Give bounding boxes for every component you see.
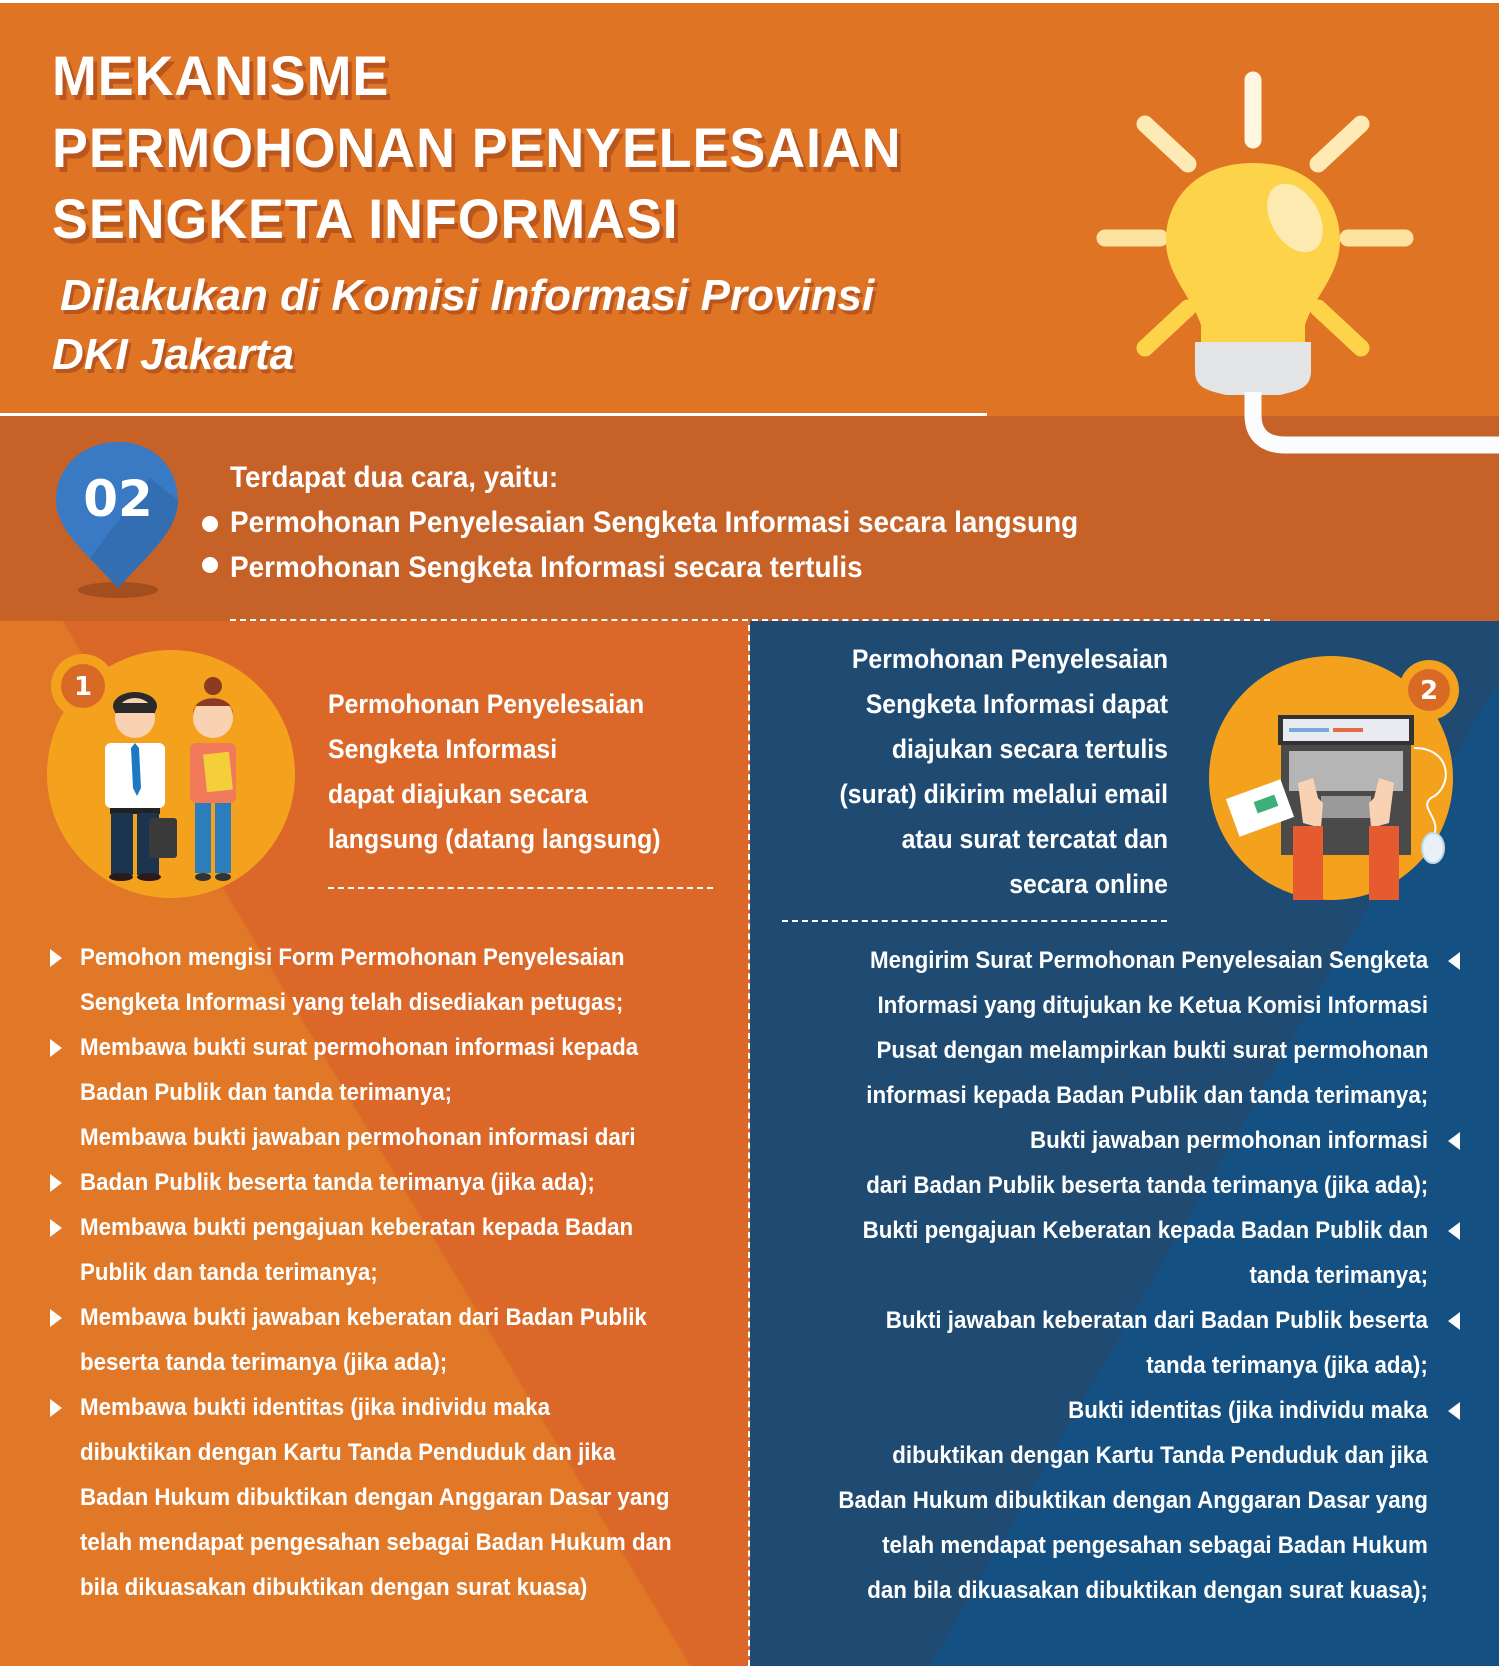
intro-lead: Terdapat dua cara, yaitu: xyxy=(230,461,559,494)
written-method-description xyxy=(760,637,1168,907)
intro-text xyxy=(230,455,1142,590)
written-requirements-list xyxy=(760,938,1460,1613)
list-item-text: beserta tanda terimanya (jika ada); xyxy=(80,1349,448,1376)
list-item xyxy=(50,980,740,1025)
triangle-left-icon xyxy=(1448,1222,1460,1240)
list-item xyxy=(50,1295,740,1340)
list-item-text: Mengirim Surat Permohonan Penyelesaian Sengketa xyxy=(869,947,1428,974)
list-item xyxy=(50,1520,740,1565)
list-item xyxy=(50,1205,740,1250)
intro-line: (surat) dikirim melalui email xyxy=(839,779,1168,809)
bullet-dot xyxy=(202,516,218,532)
intro-option-1: Permohonan Penyelesaian Sengketa Informasi secara langsung xyxy=(230,506,1079,539)
triangle-left-icon xyxy=(1448,1402,1460,1420)
triangle-right-icon xyxy=(50,1219,62,1237)
intro-line: langsung (datang langsung) xyxy=(328,824,661,854)
intro-line: Permohonan Penyelesaian xyxy=(328,689,645,719)
list-item-text: Bukti pengajuan Keberatan kepada Badan Publik dan xyxy=(862,1217,1428,1244)
laptop-icon xyxy=(1203,648,1463,900)
list-item xyxy=(760,1568,1460,1613)
list-item-text: Membawa bukti jawaban keberatan dari Badan Publik xyxy=(80,1304,647,1331)
list-item-text: telah mendapat pengesahan sebagai Badan Hukum xyxy=(882,1532,1428,1559)
list-item xyxy=(760,1073,1460,1118)
list-item xyxy=(760,1163,1460,1208)
list-item-text: Bukti identitas (jika individu maka xyxy=(1068,1397,1428,1424)
dashed-divider xyxy=(230,619,1270,621)
list-item xyxy=(50,1565,740,1610)
intro-line: diajukan secara tertulis xyxy=(891,734,1168,764)
list-item-text: Informasi yang ditujukan ke Ketua Komisi Informasi xyxy=(877,992,1428,1019)
list-item xyxy=(760,1208,1460,1253)
intro-option-2: Permohonan Sengketa Informasi secara tertulis xyxy=(230,551,863,584)
triangle-right-icon xyxy=(50,1174,62,1192)
triangle-left-icon xyxy=(1448,1132,1460,1150)
lightbulb-icon xyxy=(1080,70,1499,470)
list-item xyxy=(760,1253,1460,1298)
list-item-text: Publik dan tanda terimanya; xyxy=(80,1259,378,1286)
title-line-2: PERMOHONAN PENYELESAIAN xyxy=(52,116,902,179)
list-item xyxy=(760,1433,1460,1478)
list-item xyxy=(50,1430,740,1475)
triangle-right-icon xyxy=(50,1039,62,1057)
bullet-dot xyxy=(202,557,218,573)
list-item-text: bila dikuasakan dibuktikan dengan surat kuasa) xyxy=(80,1574,588,1601)
list-item-text: tanda terimanya; xyxy=(1249,1262,1428,1289)
list-item-text: dari Badan Publik beserta tanda terimanya (jika ada); xyxy=(866,1172,1428,1199)
triangle-right-icon xyxy=(50,1309,62,1327)
list-item-text: dibuktikan dengan Kartu Tanda Penduduk dan jika xyxy=(80,1439,616,1466)
list-item xyxy=(760,1523,1460,1568)
list-item-text: Bukti jawaban permohonan informasi xyxy=(1029,1127,1428,1154)
list-item-text: Bukti jawaban keberatan dari Badan Publik beserta xyxy=(885,1307,1428,1334)
dashed-divider xyxy=(328,887,713,889)
list-item-text: Membawa bukti pengajuan keberatan kepada Badan xyxy=(80,1214,634,1241)
intro-line: dapat diajukan secara xyxy=(328,779,588,809)
intro-line: secara online xyxy=(1009,869,1168,899)
triangle-right-icon xyxy=(50,1399,62,1417)
list-item xyxy=(50,1115,740,1160)
list-item-text: Membawa bukti identitas (jika individu maka xyxy=(80,1394,551,1421)
subtitle-line-2: DKI Jakarta xyxy=(52,330,295,379)
list-item-text: Pemohon mengisi Form Permohonan Penyelesaian xyxy=(80,944,625,971)
list-item xyxy=(760,1478,1460,1523)
step-badge-pin xyxy=(50,438,190,606)
people-icon xyxy=(45,648,297,900)
list-item-text: dibuktikan dengan Kartu Tanda Penduduk dan jika xyxy=(892,1442,1428,1469)
dashed-divider xyxy=(782,920,1167,922)
list-item-text: Badan Hukum dibuktikan dengan Anggaran Dasar yang xyxy=(80,1484,670,1511)
list-item-text: Sengketa Informasi yang telah disediakan petugas; xyxy=(80,989,624,1016)
triangle-left-icon xyxy=(1448,952,1460,970)
step-number-1: 1 xyxy=(73,672,93,702)
list-item-text: Membawa bukti jawaban permohonan informasi dari xyxy=(80,1124,636,1151)
direct-method-description xyxy=(328,682,728,862)
list-item xyxy=(50,1250,740,1295)
title-line-1: MEKANISME xyxy=(52,44,390,107)
list-item xyxy=(50,1070,740,1115)
intro-line: Sengketa Informasi xyxy=(328,734,558,764)
intro-line: Sengketa Informasi dapat xyxy=(865,689,1168,719)
subtitle-line-1: Dilakukan di Komisi Informasi Provinsi xyxy=(60,271,875,320)
list-item xyxy=(50,1385,740,1430)
step-number-2: 2 xyxy=(1419,676,1439,706)
list-item xyxy=(760,938,1460,983)
list-item xyxy=(760,1118,1460,1163)
list-item-text: telah mendapat pengesahan sebagai Badan Hukum dan xyxy=(80,1529,672,1556)
list-item-text: dan bila dikuasakan dibuktikan dengan surat kuasa); xyxy=(867,1577,1428,1604)
list-item xyxy=(50,1025,740,1070)
list-item-text: Membawa bukti surat permohonan informasi kepada xyxy=(80,1034,639,1061)
list-item-text: Badan Publik dan tanda terimanya; xyxy=(80,1079,453,1106)
vertical-dashed-divider xyxy=(748,625,750,1666)
list-item xyxy=(50,1160,740,1205)
list-item xyxy=(50,935,740,980)
list-item xyxy=(50,1340,740,1385)
badge-number: 02 xyxy=(83,470,153,528)
list-item-text: informasi kepada Badan Publik dan tanda terimanya; xyxy=(866,1082,1428,1109)
title-line-3: SENGKETA INFORMASI xyxy=(52,187,679,250)
list-item-text: Pusat dengan melampirkan bukti surat permohonan xyxy=(876,1037,1428,1064)
list-item-text: Badan Publik beserta tanda terimanya (jika ada); xyxy=(80,1169,595,1196)
list-item xyxy=(50,1475,740,1520)
direct-requirements-list xyxy=(50,935,740,1610)
intro-line: Permohonan Penyelesaian xyxy=(851,644,1168,674)
triangle-right-icon xyxy=(50,949,62,967)
triangle-left-icon xyxy=(1448,1312,1460,1330)
intro-line: atau surat tercatat dan xyxy=(901,824,1168,854)
list-item xyxy=(760,1343,1460,1388)
list-item xyxy=(760,1028,1460,1073)
list-item xyxy=(760,1298,1460,1343)
list-item-text: tanda terimanya (jika ada); xyxy=(1146,1352,1428,1379)
list-item xyxy=(760,1388,1460,1433)
list-item-text: Badan Hukum dibuktikan dengan Anggaran Dasar yang xyxy=(838,1487,1428,1514)
list-item xyxy=(760,983,1460,1028)
